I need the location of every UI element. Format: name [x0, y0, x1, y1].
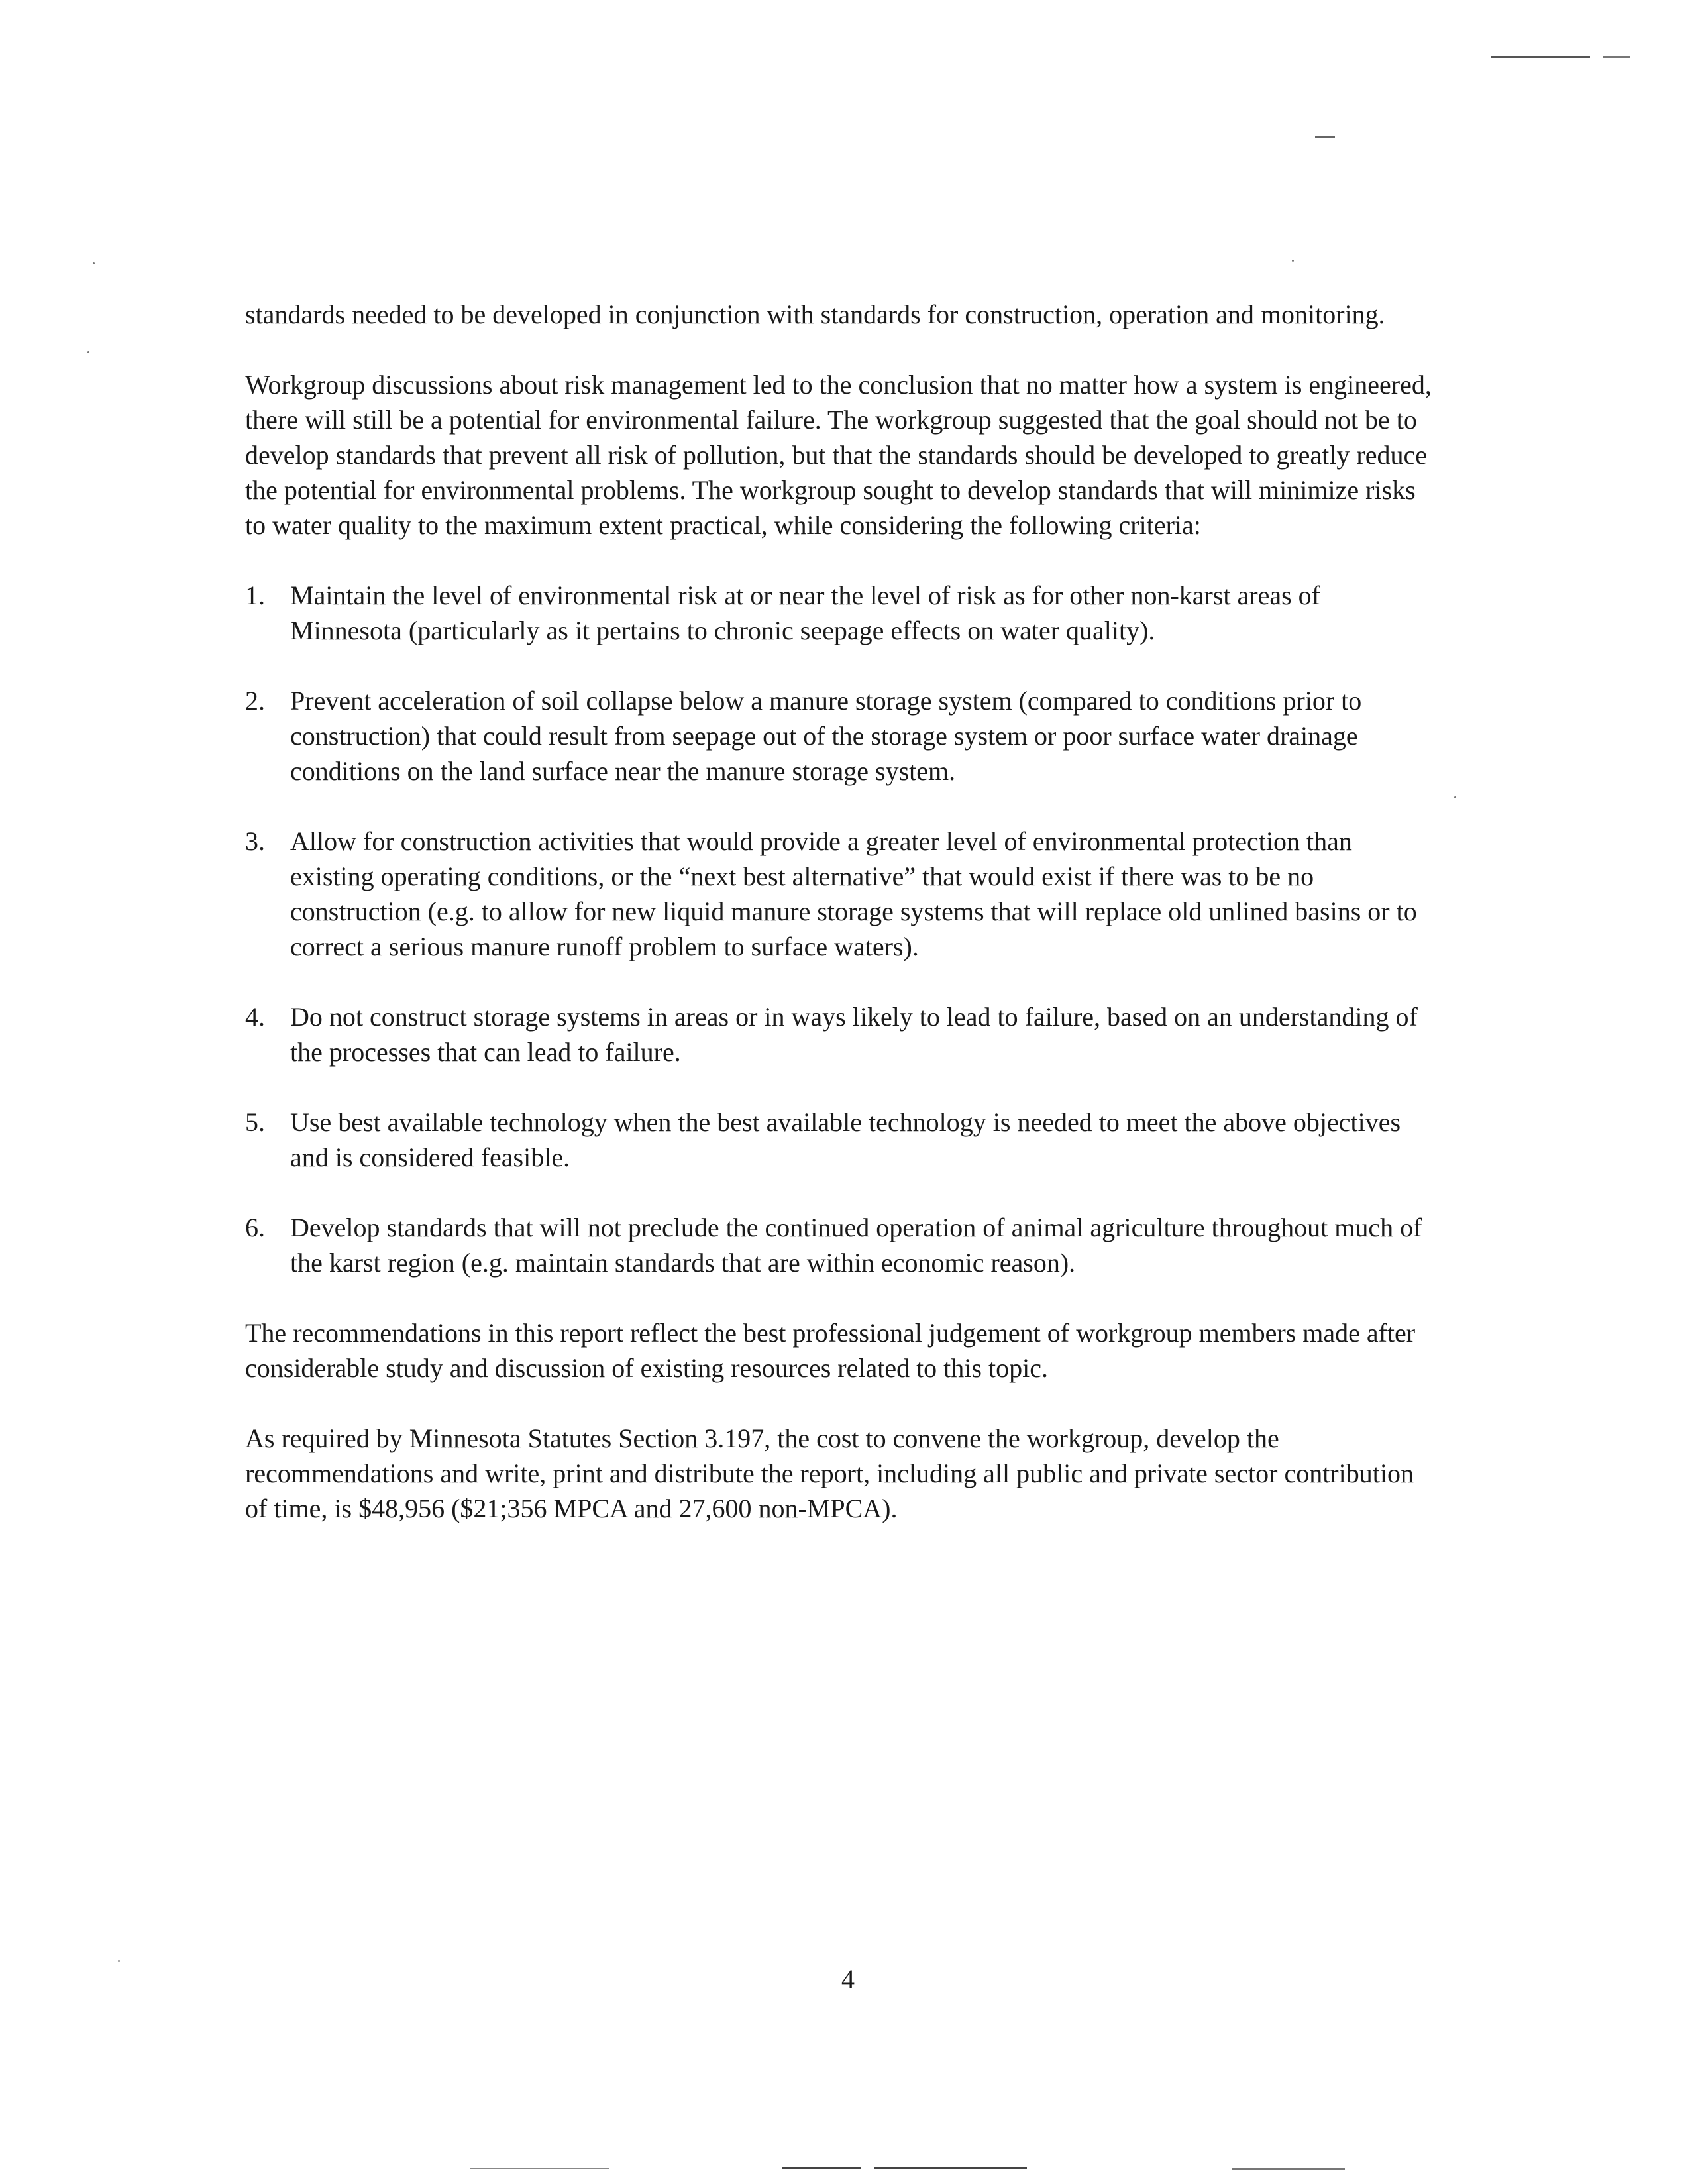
- scan-speck: [1292, 260, 1294, 262]
- scan-mark-top-right-2: [1603, 56, 1630, 58]
- paragraph-risk-management: Workgroup discussions about risk management led to the conclusion that no matter how a system is engineered, there will still be a potential for environmental failure. The workgroup suggested that the goal should not be to develop standards that prevent all risk of pollution, but that the standards should be developed to greatly reduce the potential for environmental problems. The workgroup sought to develop standards that will minimize risks to water quality to the maximum extent practical, while considering the following criteria:: [245, 370, 1432, 540]
- paragraph-recommendations: The recommendations in this report reflect the best professional judgement of workgroup members made after considerable study and discussion of existing resources related to this topic.: [245, 1318, 1416, 1383]
- list-item: [245, 578, 1438, 648]
- scan-speck: [118, 1960, 120, 1962]
- scan-mark-bottom-3: [470, 2168, 610, 2169]
- list-item: [245, 1210, 1438, 1280]
- scan-speck: [1454, 796, 1456, 798]
- page-number: 4: [841, 1964, 855, 1994]
- list-item-number: 6.: [245, 1213, 265, 1242]
- list-item-number: 2.: [245, 686, 265, 716]
- scan-mark-bottom-4: [1232, 2168, 1345, 2170]
- list-item-number: 3.: [245, 826, 265, 856]
- scan-mark-top-right: [1491, 56, 1590, 58]
- list-item-text: Allow for construction activities that would provide a greater level of environmental protection than existing operating conditions, or the “next best alternative” that would exist if there was to be no construction (e.g. to allow for new liquid manure storage systems that will replace old unlined basins or to correct a serious manure runoff problem to surface waters).: [290, 826, 1417, 961]
- list-item: [245, 1105, 1438, 1175]
- list-item-text: Prevent acceleration of soil collapse below a manure storage system (compared to conditions prior to construction) that could result from seepage out of the storage system or poor surface water drainage conditions on the land surface near the manure storage system.: [290, 686, 1362, 786]
- list-item: [245, 683, 1438, 789]
- list-item-text: Use best available technology when the best available technology is needed to meet the above objectives and is considered feasible.: [290, 1107, 1401, 1172]
- criteria-list: [245, 578, 1438, 1280]
- list-item-number: 1.: [245, 580, 265, 610]
- scan-mark-bottom-2: [874, 2167, 1027, 2169]
- list-item: [245, 824, 1438, 964]
- list-item-text: Do not construct storage systems in areas or in ways likely to lead to failure, based on an understanding of the processes that can lead to failure.: [290, 1002, 1418, 1067]
- list-item-text: Develop standards that will not preclude the continued operation of animal agriculture throughout much of the karst region (e.g. maintain standards that are within economic reason).: [290, 1213, 1422, 1278]
- list-item: [245, 999, 1438, 1069]
- list-item-number: 4.: [245, 1002, 265, 1032]
- paragraph-continued: standards needed to be developed in conjunction with standards for construction, operation and monitoring.: [245, 300, 1385, 329]
- scan-mark-dots: [1315, 136, 1335, 138]
- document-body: [245, 297, 1438, 1561]
- scan-speck: [93, 262, 95, 264]
- list-item-number: 5.: [245, 1107, 265, 1137]
- scan-speck: [87, 351, 89, 353]
- list-item-text: Maintain the level of environmental risk at or near the level of risk as for other non-karst areas of Minnesota (particularly as it pertains to chronic seepage effects on water quality).: [290, 580, 1320, 645]
- paragraph-cost-statement: As required by Minnesota Statutes Section 3.197, the cost to convene the workgroup, develop the recommendations and write, print and distribute the report, including all public and private sector contribution of time, is $48,956 ($21;356 MPCA and 27,600 non-MPCA).: [245, 1423, 1414, 1523]
- scan-mark-bottom-1: [782, 2167, 861, 2169]
